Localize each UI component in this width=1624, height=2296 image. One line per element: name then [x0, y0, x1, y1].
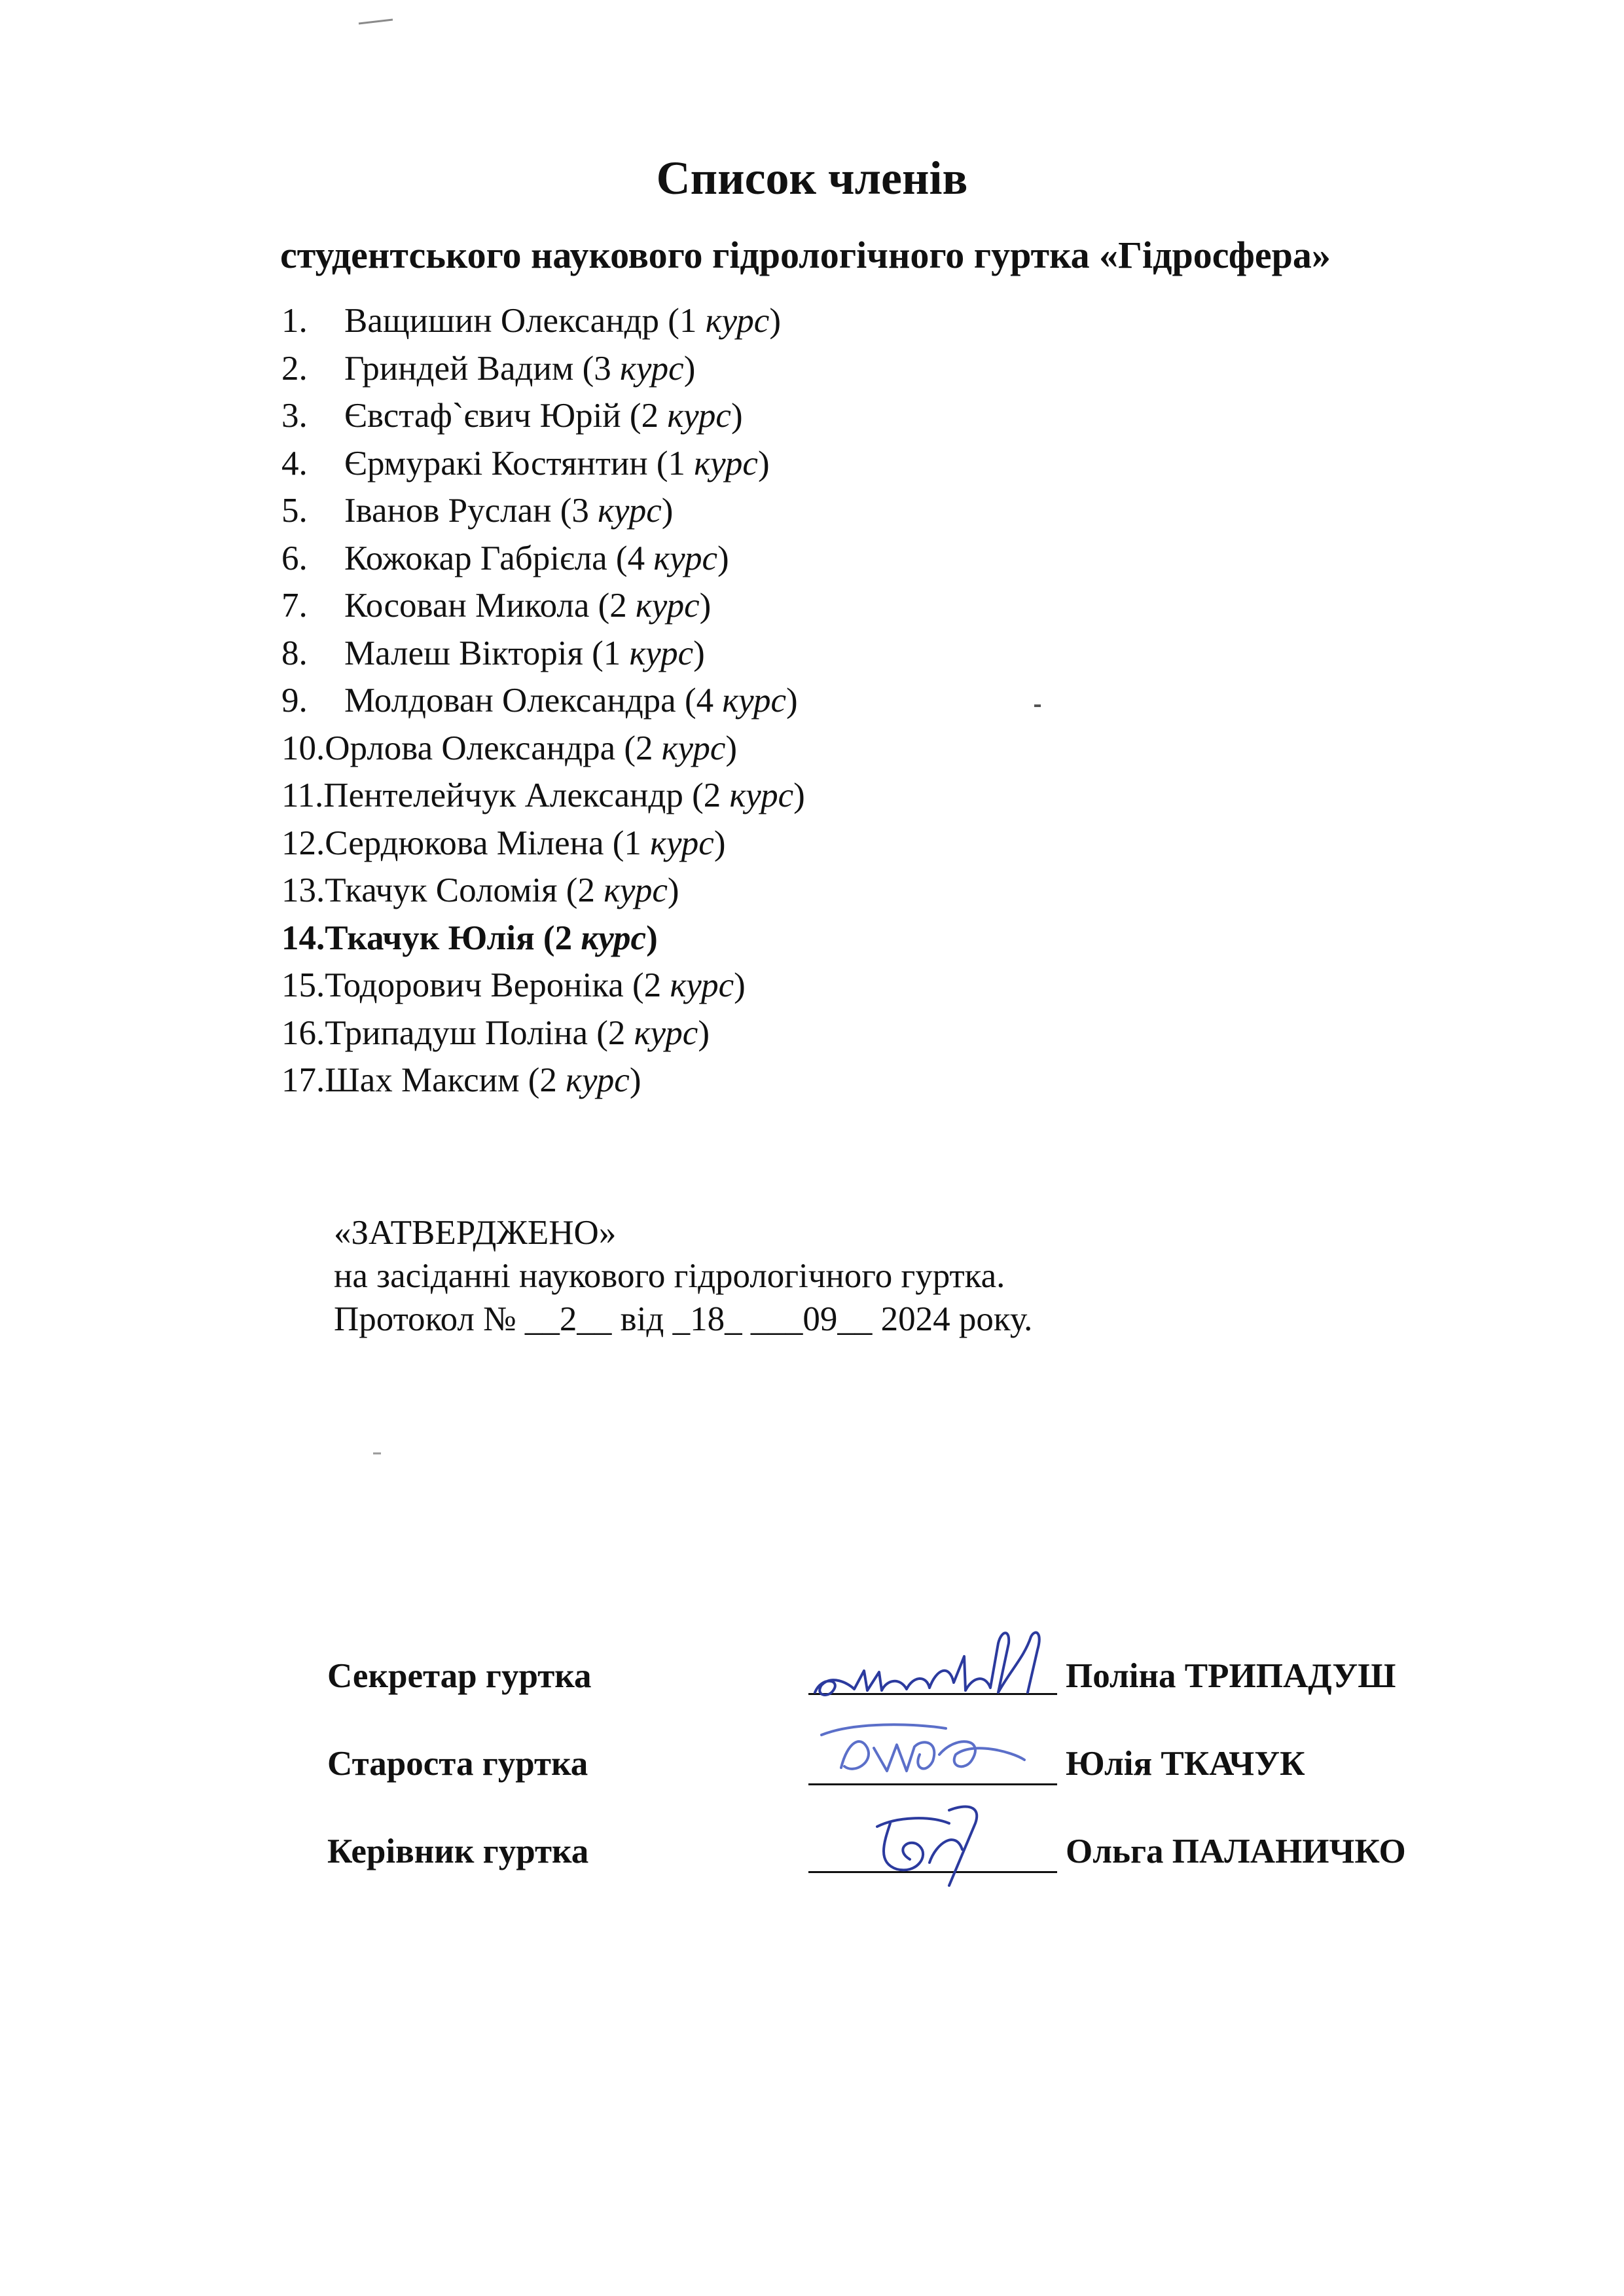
- member-close: ): [769, 302, 781, 340]
- member-number: 1.: [281, 302, 308, 340]
- member-number: 10.: [281, 729, 325, 767]
- protocol-day: _18_: [672, 1300, 742, 1338]
- member-item: [281, 867, 805, 915]
- member-item-highlighted: [281, 915, 805, 962]
- member-name: Євстаф`євич Юрій (: [344, 397, 641, 435]
- member-close: ): [629, 1061, 641, 1099]
- member-close: ): [713, 824, 726, 862]
- member-name: Орлова Олександра (: [325, 729, 636, 767]
- member-course-word: курс: [670, 966, 734, 1004]
- approval-heading: «ЗАТВЕРДЖЕНО»: [334, 1214, 617, 1252]
- member-course-word: курс: [629, 634, 694, 672]
- member-name: Сердюкова Мілена (: [325, 824, 624, 862]
- member-number: 13.: [281, 871, 325, 909]
- member-course: 4: [696, 682, 714, 720]
- member-number: 9.: [281, 682, 308, 720]
- member-close: ): [786, 682, 798, 720]
- member-course-word: курс: [650, 824, 714, 862]
- signature-secretary: [802, 1617, 1064, 1709]
- signatory-name: Поліна ТРИПАДУШ: [1066, 1657, 1396, 1695]
- member-name: Кожокар Габрієла (: [344, 539, 628, 577]
- member-course: 2: [609, 587, 627, 625]
- member-number: 7.: [281, 587, 308, 625]
- member-item: [281, 345, 805, 393]
- document-title: Список членів: [656, 152, 968, 204]
- member-course-word: курс: [705, 302, 770, 340]
- member-item: [281, 962, 805, 1010]
- member-name: Єрмуракі Костянтин (: [344, 444, 668, 483]
- member-close: ): [693, 634, 705, 672]
- member-course: 2: [577, 871, 595, 909]
- member-name: Іванов Руслан (: [344, 492, 572, 530]
- member-close: ): [699, 587, 712, 625]
- signatory-role: Керівник гуртка: [327, 1832, 589, 1870]
- member-close: ): [725, 729, 738, 767]
- member-name: Тодорович Вероніка (: [325, 966, 644, 1004]
- member-close: ): [757, 444, 770, 483]
- member-number: 3.: [281, 397, 308, 435]
- signatory-name: Ольга ПАЛАНИЧКО: [1066, 1832, 1406, 1870]
- member-name: Ткачук Соломія (: [325, 871, 578, 909]
- member-number: 5.: [281, 492, 308, 530]
- member-course: 1: [679, 302, 697, 340]
- member-item: [281, 1010, 805, 1057]
- member-item: [281, 582, 805, 630]
- member-close: ): [717, 539, 729, 577]
- member-name: Гриндей Вадим (: [344, 349, 594, 388]
- member-number: 11.: [281, 776, 324, 814]
- member-close: ): [646, 919, 658, 957]
- member-number: 16.: [281, 1013, 325, 1052]
- protocol-month: ___09__: [750, 1300, 873, 1338]
- member-item: [281, 677, 805, 725]
- members-list: [281, 297, 805, 1104]
- member-course-word: курс: [604, 871, 668, 909]
- member-course-word: курс: [634, 1013, 698, 1052]
- date-prefix: від: [611, 1300, 673, 1338]
- member-name: Трипадуш Поліна (: [325, 1013, 608, 1052]
- signatory-role: Секретар гуртка: [327, 1657, 592, 1695]
- member-name: Ващишин Олександр (: [344, 302, 679, 340]
- protocol-number: __2__: [524, 1300, 612, 1338]
- approval-block: [334, 1211, 1032, 1341]
- member-item: [281, 487, 805, 535]
- signature-stroke: [877, 1807, 977, 1886]
- signature-stroke: [815, 1633, 1039, 1695]
- member-item: [281, 772, 805, 820]
- member-close: ): [661, 492, 674, 530]
- member-course: 2: [607, 1013, 626, 1052]
- member-close: ): [734, 966, 746, 1004]
- member-course: 2: [643, 966, 662, 1004]
- member-course-word: курс: [667, 397, 731, 435]
- member-course-word: курс: [620, 349, 684, 388]
- member-course-word: курс: [581, 919, 647, 957]
- member-course-word: курс: [566, 1061, 630, 1099]
- document-subtitle: студентського наукового гідрологічного гуртка «Гідросфера»: [280, 234, 1331, 276]
- member-course-word: курс: [636, 587, 700, 625]
- member-name: Молдован Олександра (: [344, 682, 696, 720]
- member-number: 4.: [281, 444, 308, 483]
- member-close: ): [793, 776, 805, 814]
- member-course-word: курс: [729, 776, 794, 814]
- member-item: [281, 440, 805, 488]
- member-number: 15.: [281, 966, 325, 1004]
- member-course: 2: [703, 776, 721, 814]
- member-number: 14.: [281, 919, 325, 957]
- member-name: Ткачук Юлія (: [325, 919, 555, 957]
- member-item: [281, 725, 805, 773]
- signature-supervisor: [851, 1797, 1008, 1889]
- member-course-word: курс: [694, 444, 758, 483]
- signature-stroke: [821, 1724, 1024, 1771]
- member-course: 2: [641, 397, 659, 435]
- member-name: Шах Максим (: [325, 1061, 540, 1099]
- member-course: 3: [594, 349, 611, 388]
- member-name: Косован Микола (: [344, 587, 610, 625]
- member-course: 3: [571, 492, 589, 530]
- protocol-year: 2024 року.: [872, 1300, 1033, 1338]
- member-name: Пентелейчук Александр (: [323, 776, 704, 814]
- member-course: 2: [539, 1061, 557, 1099]
- member-item: [281, 630, 805, 678]
- member-number: 6.: [281, 539, 308, 577]
- member-number: 2.: [281, 349, 308, 388]
- member-number: 8.: [281, 634, 308, 672]
- member-item: [281, 297, 805, 345]
- member-number: 17.: [281, 1061, 325, 1099]
- approval-meeting: на засіданні наукового гідрологічного гуртка.: [334, 1257, 1005, 1295]
- protocol-prefix: Протокол №: [334, 1300, 525, 1338]
- signature-head-student: [815, 1709, 1031, 1787]
- member-course: 1: [668, 444, 686, 483]
- member-course-word: курс: [661, 729, 726, 767]
- member-course-word: курс: [722, 682, 787, 720]
- member-close: ): [698, 1013, 710, 1052]
- member-item: [281, 535, 805, 583]
- member-course: 2: [636, 729, 653, 767]
- member-course: 1: [624, 824, 641, 862]
- member-close: ): [667, 871, 679, 909]
- member-course-word: курс: [598, 492, 662, 530]
- member-course-word: курс: [653, 539, 717, 577]
- member-course: 2: [554, 919, 573, 957]
- member-close: ): [731, 397, 743, 435]
- signatory-role: Староста гуртка: [327, 1745, 588, 1783]
- scan-speck: [359, 20, 393, 24]
- member-item: [281, 820, 805, 867]
- approval-protocol: [334, 1298, 1032, 1341]
- member-name: Малеш Вікторія (: [344, 634, 604, 672]
- member-course: 4: [627, 539, 645, 577]
- member-close: ): [683, 349, 696, 388]
- signatory-name: Юлія ТКАЧУК: [1066, 1745, 1305, 1783]
- member-course: 1: [603, 634, 621, 672]
- member-item: [281, 1057, 805, 1104]
- member-item: [281, 392, 805, 440]
- member-number: 12.: [281, 824, 325, 862]
